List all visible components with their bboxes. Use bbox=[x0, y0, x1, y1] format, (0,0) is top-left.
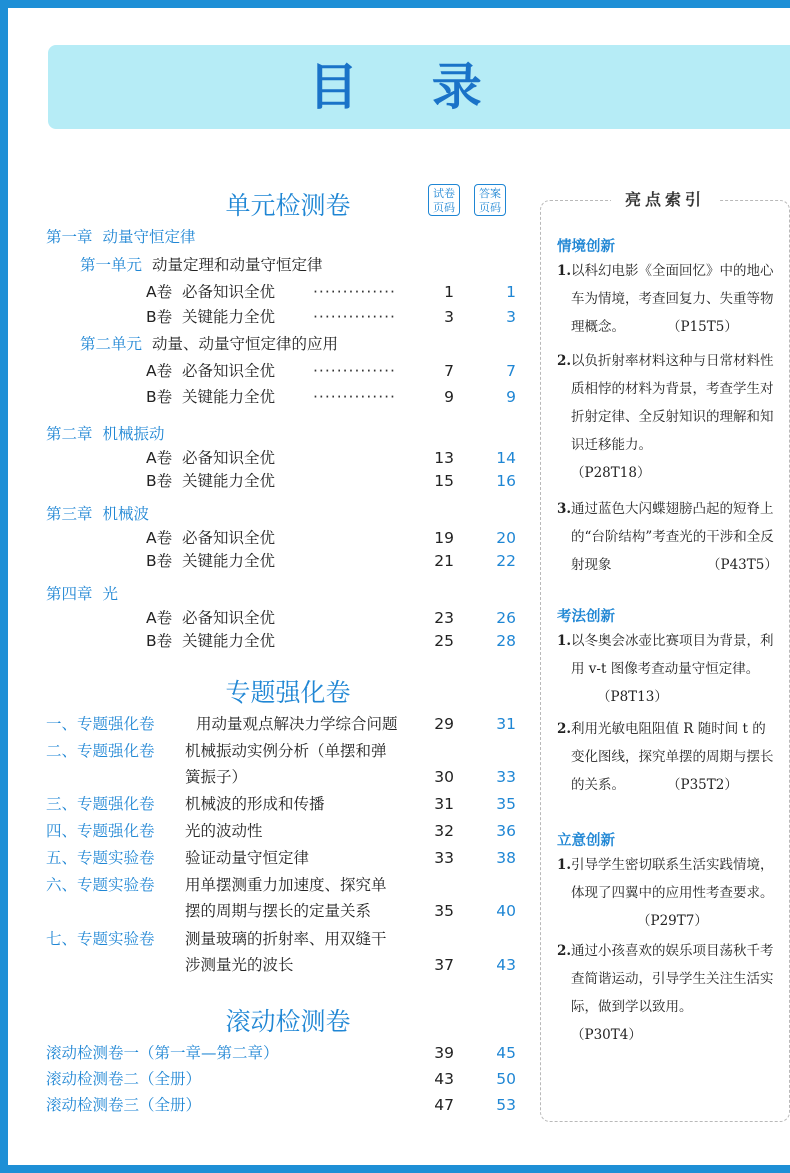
answer-page: 36 bbox=[496, 822, 516, 840]
paper-name: 必备知识全优 bbox=[181, 609, 275, 627]
special-title-line: 涉测量光的波长 bbox=[185, 956, 294, 974]
index-item-no: 1. bbox=[557, 263, 572, 279]
index-item-text: 引导学生密切联系生活实践情境，体现了四翼中的应用性考查要求。 bbox=[571, 857, 774, 901]
paper-page: 15 bbox=[434, 472, 454, 490]
paper-name: 必备知识全优 bbox=[181, 283, 275, 301]
section-heading-rolling-tests: 滚动检测卷 bbox=[225, 1007, 351, 1036]
answer-page: 38 bbox=[496, 849, 516, 867]
index-item-ref: （P15T5） bbox=[667, 319, 738, 335]
answer-page: 45 bbox=[496, 1044, 516, 1062]
leader-dots: ·············· bbox=[313, 388, 396, 406]
toc-entry[interactable] bbox=[8, 360, 528, 382]
special-no: 七、专题实验卷 bbox=[46, 930, 155, 948]
paper-page: 39 bbox=[434, 1044, 454, 1062]
chapter-heading[interactable] bbox=[46, 583, 118, 605]
toc-entry[interactable] bbox=[8, 470, 528, 492]
chapter-title: 机械波 bbox=[102, 505, 150, 523]
paper-label: A卷 bbox=[146, 362, 173, 380]
special-title-line: 验证动量守恒定律 bbox=[185, 849, 310, 867]
unit-label: 第二单元 bbox=[80, 335, 143, 353]
answer-page: 40 bbox=[496, 902, 516, 920]
toc-entry[interactable] bbox=[46, 845, 516, 871]
index-item-text: 以科幻电影《全面回忆》中的地心车为情境，考查回复力、失重等物理概念。 bbox=[571, 263, 774, 335]
paper-name: 必备知识全优 bbox=[181, 362, 275, 380]
leader-dots: ·············· bbox=[313, 308, 396, 326]
paper-name: 关键能力全优 bbox=[182, 308, 276, 326]
answer-page: 31 bbox=[496, 715, 516, 733]
unit-heading[interactable] bbox=[80, 333, 338, 355]
paper-page: 23 bbox=[434, 609, 454, 627]
paper-page: 43 bbox=[434, 1070, 454, 1088]
chapter-title: 光 bbox=[102, 585, 119, 603]
special-no: 五、专题实验卷 bbox=[46, 849, 155, 867]
badge-answer-page: 答案页码 bbox=[474, 184, 506, 216]
answer-page: 20 bbox=[496, 529, 516, 547]
paper-page: 3 bbox=[444, 308, 454, 326]
title-banner bbox=[48, 45, 790, 129]
paper-page: 29 bbox=[434, 715, 454, 733]
answer-page: 26 bbox=[496, 609, 516, 627]
paper-label: B卷 bbox=[146, 388, 173, 406]
paper-label: B卷 bbox=[146, 632, 173, 650]
paper-page: 13 bbox=[434, 449, 454, 467]
paper-page: 32 bbox=[434, 822, 454, 840]
answer-page: 28 bbox=[496, 632, 516, 650]
index-item-text: 通过小孩喜欢的娱乐项目荡秋千考查简谐运动，引导学生关注生活实际，做到学以致用。 bbox=[571, 943, 774, 1015]
answer-page: 7 bbox=[506, 362, 516, 380]
chapter-heading[interactable] bbox=[46, 503, 149, 525]
paper-label: A卷 bbox=[146, 529, 173, 547]
index-item-ref: （P43T5） bbox=[707, 557, 778, 573]
paper-name: 必备知识全优 bbox=[181, 449, 275, 467]
special-title-line: 用动量观点解决力学综合问题 bbox=[196, 715, 398, 733]
index-item-ref: （P28T18） bbox=[571, 465, 651, 481]
index-title bbox=[541, 187, 789, 210]
toc-entry[interactable] bbox=[46, 738, 516, 790]
answer-page: 9 bbox=[506, 388, 516, 406]
index-title-text: 亮点索引 bbox=[611, 190, 719, 209]
paper-page: 47 bbox=[434, 1096, 454, 1114]
paper-name: 关键能力全优 bbox=[182, 552, 276, 570]
special-no: 六、专题实验卷 bbox=[46, 876, 155, 894]
special-title-line: 簧振子） bbox=[185, 768, 248, 786]
chapter-label: 第四章 bbox=[46, 585, 93, 603]
toc-entry[interactable] bbox=[8, 550, 528, 572]
special-title-line: 机械波的形成和传播 bbox=[185, 795, 325, 813]
toc-entry[interactable] bbox=[46, 818, 516, 844]
paper-page: 35 bbox=[434, 902, 454, 920]
unit-heading[interactable] bbox=[80, 254, 323, 276]
chapter-label: 第一章 bbox=[46, 228, 93, 246]
section-heading-special-tests: 专题强化卷 bbox=[225, 678, 351, 707]
toc-entry[interactable] bbox=[46, 872, 516, 924]
index-item-ref: （P30T4） bbox=[571, 1027, 642, 1043]
answer-page: 14 bbox=[496, 449, 516, 467]
toc-entry[interactable] bbox=[46, 791, 516, 817]
index-item[interactable] bbox=[557, 495, 779, 579]
special-title-line: 用单摆测重力加速度、探究单 bbox=[185, 876, 387, 894]
paper-page: 31 bbox=[434, 795, 454, 813]
special-no: 二、专题强化卷 bbox=[46, 742, 155, 760]
paper-label: A卷 bbox=[146, 283, 173, 301]
chapter-label: 第二章 bbox=[46, 425, 93, 443]
rolling-name: 滚动检测卷三（全册） bbox=[46, 1096, 202, 1114]
toc-entry[interactable] bbox=[46, 1067, 516, 1091]
paper-page: 25 bbox=[434, 632, 454, 650]
index-item-no: 1. bbox=[557, 857, 572, 873]
index-item-no: 2. bbox=[557, 721, 572, 737]
toc-entry[interactable] bbox=[8, 607, 528, 629]
special-title-line: 测量玻璃的折射率、用双缝干 bbox=[185, 930, 387, 948]
chapter-title: 机械振动 bbox=[102, 425, 165, 443]
paper-page: 9 bbox=[444, 388, 454, 406]
answer-page: 16 bbox=[496, 472, 516, 490]
index-item-no: 2. bbox=[557, 353, 572, 369]
chapter-label: 第三章 bbox=[46, 505, 93, 523]
index-item[interactable] bbox=[557, 627, 779, 705]
badge-paper-page: 试卷页码 bbox=[428, 184, 460, 216]
index-item[interactable] bbox=[557, 347, 779, 487]
rolling-name: 滚动检测卷二（全册） bbox=[46, 1070, 202, 1088]
chapter-title: 动量守恒定律 bbox=[102, 228, 196, 246]
special-title-line: 光的波动性 bbox=[185, 822, 263, 840]
page bbox=[8, 8, 790, 1165]
toc-entry[interactable] bbox=[8, 447, 528, 469]
paper-label: B卷 bbox=[146, 472, 173, 490]
special-no: 一、专题强化卷 bbox=[46, 715, 155, 733]
answer-page: 33 bbox=[496, 768, 516, 786]
paper-page: 1 bbox=[444, 283, 454, 301]
toc-entry[interactable] bbox=[46, 1093, 516, 1117]
index-item-no: 2. bbox=[557, 943, 572, 959]
answer-page: 50 bbox=[496, 1070, 516, 1088]
index-item-text: 通过蓝色大闪蝶翅膀凸起的短脊上的“台阶结构”考查光的干涉和全反射现象 bbox=[571, 501, 774, 573]
toc-entry[interactable] bbox=[8, 630, 528, 652]
paper-page: 7 bbox=[444, 362, 454, 380]
paper-label: A卷 bbox=[146, 449, 173, 467]
index-item[interactable] bbox=[557, 257, 779, 341]
special-title-line: 摆的周期与摆长的定量关系 bbox=[185, 902, 372, 920]
leader-dots: ·············· bbox=[313, 283, 396, 301]
answer-page: 35 bbox=[496, 795, 516, 813]
paper-name: 关键能力全优 bbox=[182, 388, 276, 406]
paper-page: 21 bbox=[434, 552, 454, 570]
toc-entry[interactable] bbox=[8, 281, 528, 303]
index-item[interactable] bbox=[557, 715, 779, 799]
section-heading-unit-tests: 单元检测卷 bbox=[225, 191, 351, 220]
index-item-text: 利用光敏电阻阻值 R 随时间 t 的变化图线，探究单摆的周期与摆长的关系。 bbox=[571, 721, 774, 793]
chapter-heading[interactable] bbox=[46, 423, 165, 445]
index-item[interactable] bbox=[557, 937, 779, 1049]
index-item[interactable] bbox=[557, 851, 779, 929]
index-item-ref: （P29T7） bbox=[637, 913, 708, 929]
answer-page: 22 bbox=[496, 552, 516, 570]
index-item-ref: （P8T13） bbox=[597, 689, 668, 705]
chapter-heading[interactable] bbox=[46, 226, 196, 248]
paper-page: 19 bbox=[434, 529, 454, 547]
index-item-no: 1. bbox=[557, 633, 572, 649]
special-no: 三、专题强化卷 bbox=[46, 795, 155, 813]
leader-dots: ·············· bbox=[313, 362, 396, 380]
toc-entry[interactable] bbox=[8, 527, 528, 549]
index-item-text: 以负折射率材料这种与日常材料性质相悖的材料为背景，考查学生对折射定律、全反射知识的理解和知识迁移能力。 bbox=[571, 353, 774, 453]
toc-entry[interactable] bbox=[46, 711, 516, 737]
paper-name: 必备知识全优 bbox=[181, 529, 275, 547]
answer-page: 43 bbox=[496, 956, 516, 974]
special-no: 四、专题强化卷 bbox=[46, 822, 155, 840]
unit-label: 第一单元 bbox=[80, 256, 143, 274]
page-title: 目 录 bbox=[308, 58, 510, 116]
toc-entry[interactable] bbox=[46, 1041, 516, 1065]
index-item-ref: （P35T2） bbox=[667, 777, 738, 793]
unit-title: 动量、动量守恒定律的应用 bbox=[152, 335, 339, 353]
paper-page: 37 bbox=[434, 956, 454, 974]
index-item-text: 以冬奥会冰壶比赛项目为背景，利用 v-t 图像考查动量守恒定律。 bbox=[571, 633, 774, 677]
paper-label: B卷 bbox=[146, 308, 173, 326]
paper-page: 30 bbox=[434, 768, 454, 786]
toc-entry[interactable] bbox=[46, 926, 516, 978]
unit-title: 动量定理和动量守恒定律 bbox=[152, 256, 323, 274]
rolling-name: 滚动检测卷一（第一章—第二章） bbox=[46, 1044, 279, 1062]
toc-entry[interactable] bbox=[8, 386, 528, 408]
index-section-heading: 立意创新 bbox=[557, 833, 615, 849]
paper-label: A卷 bbox=[146, 609, 173, 627]
paper-name: 关键能力全优 bbox=[182, 632, 276, 650]
index-section-heading: 情境创新 bbox=[557, 239, 615, 255]
toc-entry[interactable] bbox=[8, 306, 528, 328]
paper-page: 33 bbox=[434, 849, 454, 867]
answer-page: 53 bbox=[496, 1096, 516, 1114]
special-title-line: 机械振动实例分析（单摆和弹 bbox=[185, 742, 387, 760]
index-section-heading: 考法创新 bbox=[557, 609, 615, 625]
paper-label: B卷 bbox=[146, 552, 173, 570]
paper-name: 关键能力全优 bbox=[182, 472, 276, 490]
answer-page: 3 bbox=[506, 308, 516, 326]
highlight-index-panel bbox=[540, 190, 790, 1122]
answer-page: 1 bbox=[506, 283, 516, 301]
index-item-no: 3. bbox=[557, 501, 572, 517]
